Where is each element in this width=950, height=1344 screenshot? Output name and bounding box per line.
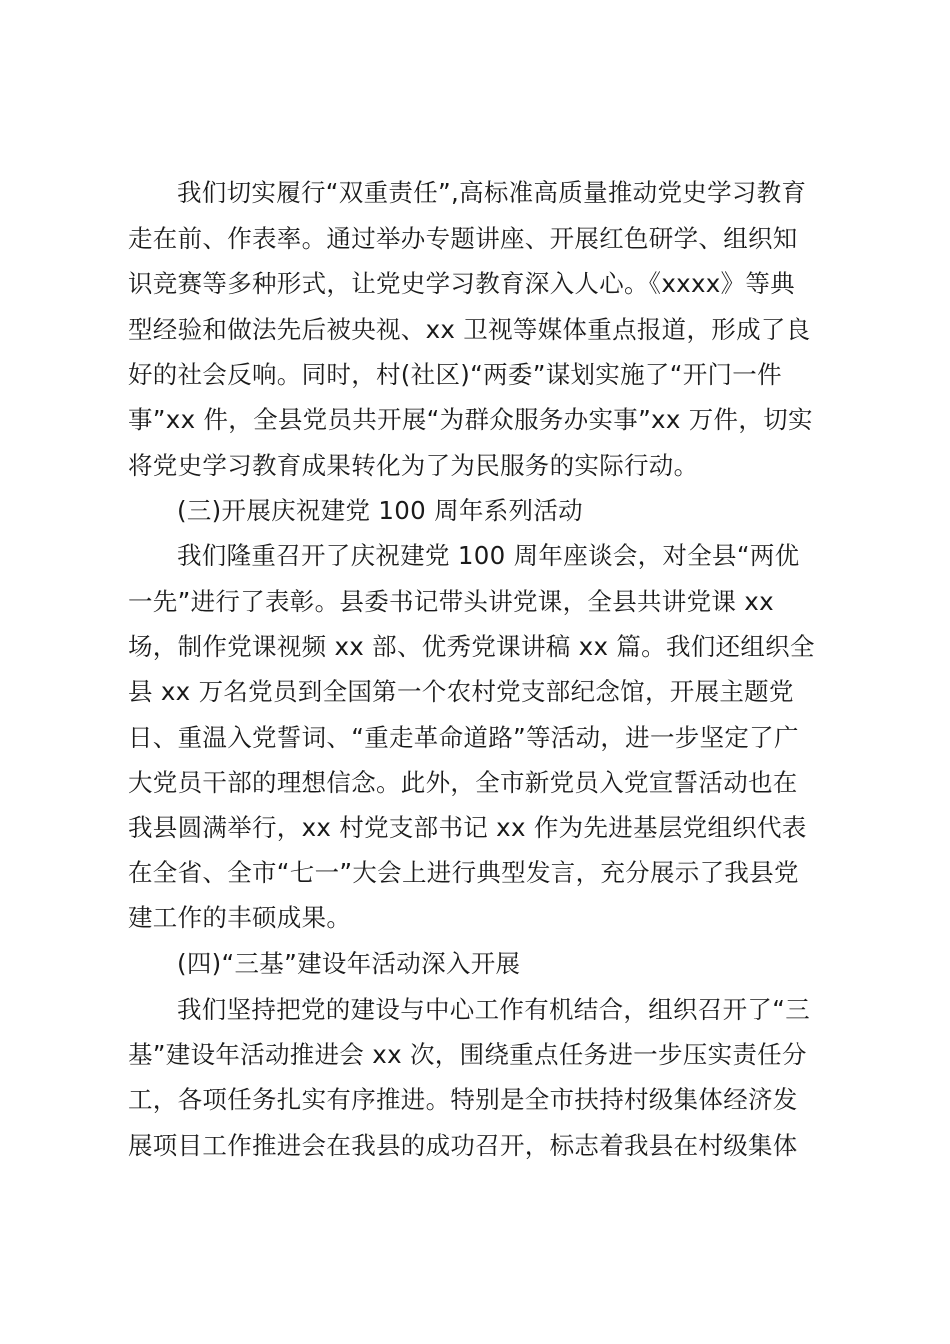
paragraph-1-line-5: 好的社会反响。同时，村(社区)“两委”谋划实施了“开门一件 [128,360,782,389]
paragraph-2-line-4: 县 xx 万名党员到全国第一个农村党支部纪念馆，开展主题党 [128,677,794,706]
paragraph-1-line-4: 型经验和做法先后被央视、xx 卫视等媒体重点报道，形成了良 [128,315,811,344]
paragraph-3-line-1: 我们坚持把党的建设与中心工作有机结合，组织召开了“三 [177,995,810,1024]
paragraph-3-line-4: 展项目工作推进会在我县的成功召开，标志着我县在村级集体 [128,1131,798,1160]
paragraph-2-line-1: 我们隆重召开了庆祝建党 100 周年座谈会，对全县“两优 [177,541,800,570]
paragraph-2-line-2: 一先”进行了表彰。县委书记带头讲党课，全县共讲党课 xx [128,587,774,616]
paragraph-3-line-3: 工，各项任务扎实有序推进。特别是全市扶持村级集体经济发 [128,1085,798,1114]
section-heading-4: (四)“三基”建设年活动深入开展 [177,949,521,978]
paragraph-2-line-7: 我县圆满举行，xx 村党支部书记 xx 作为先进基层党组织代表 [128,813,807,842]
section-heading-3: (三)开展庆祝建党 100 周年系列活动 [177,496,583,525]
paragraph-1-line-3: 识竞赛等多种形式，让党史学习教育深入人心。《xxxx》等典 [128,269,795,298]
paragraph-2-line-5: 日、重温入党誓词、“重走革命道路”等活动，进一步坚定了广 [128,723,799,752]
paragraph-3-line-2: 基”建设年活动推进会 xx 次，围绕重点任务进一步压实责任分 [128,1040,807,1069]
paragraph-1-line-7: 将党史学习教育成果转化为了为民服务的实际行动。 [128,451,699,480]
paragraph-1-line-1: 我们切实履行“双重责任”,高标准高质量推动党史学习教育 [177,178,807,207]
paragraph-2-line-3: 场，制作党课视频 xx 部、优秀党课讲稿 xx 篇。我们还组织全 [128,632,815,661]
paragraph-2-line-9: 建工作的丰硕成果。 [128,903,352,932]
paragraph-2-line-8: 在全省、全市“七一”大会上进行典型发言，充分展示了我县党 [128,858,799,887]
paragraph-1-line-6: 事”xx 件，全县党员共开展“为群众服务办实事”xx 万件，切实 [128,405,813,434]
paragraph-2-line-6: 大党员干部的理想信念。此外，全市新党员入党宣誓活动也在 [128,768,798,797]
paragraph-1-line-2: 走在前、作表率。通过举办专题讲座、开展红色研学、组织知 [128,224,798,253]
